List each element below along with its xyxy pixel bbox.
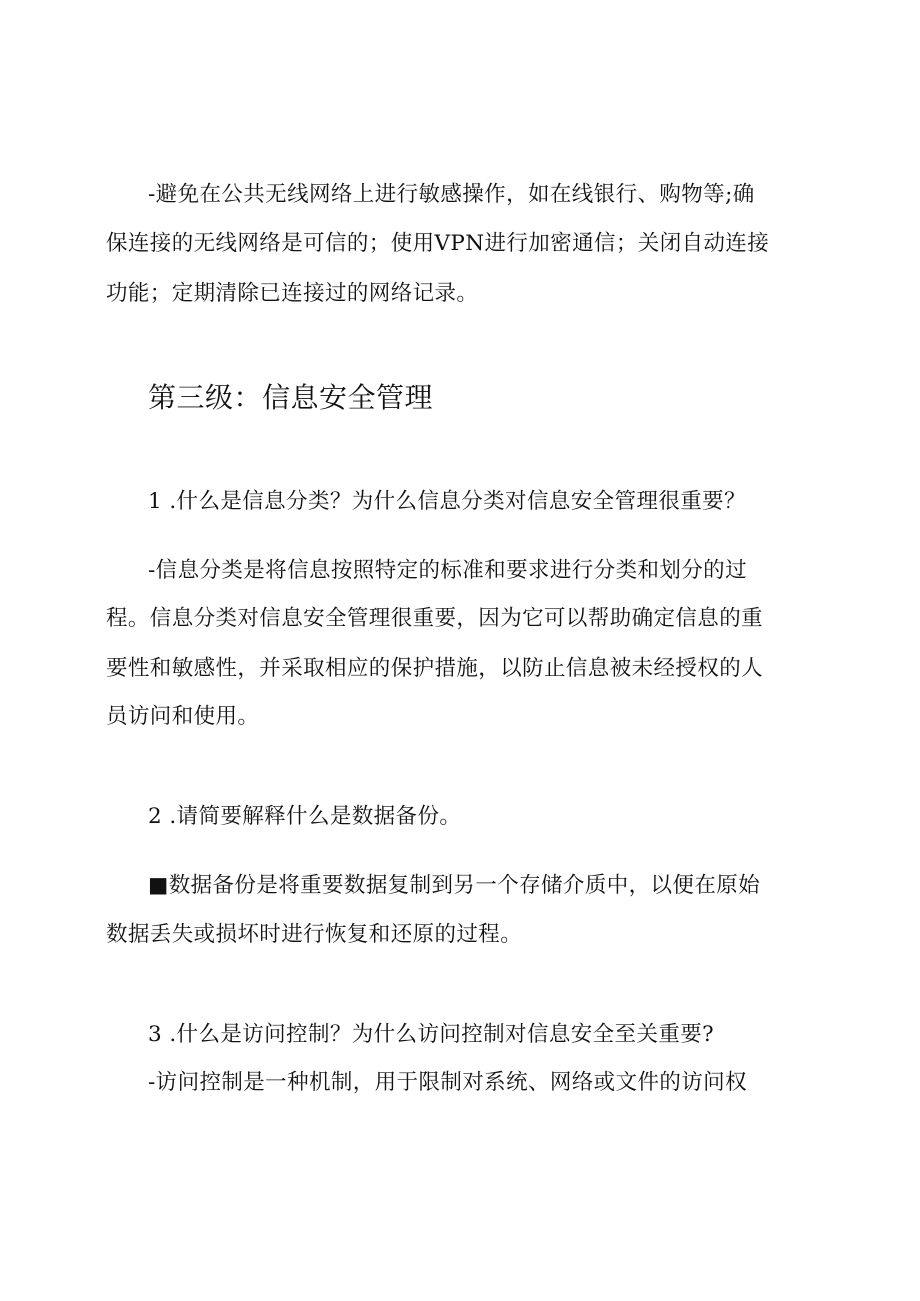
q3-answer-line-1: -访问控制是一种机制，用于限制对系统、网络或文件的访问权 [148,1070,747,1095]
q2-answer-line-2: 数据丢失或损坏时进行恢复和还原的过程。 [106,922,523,947]
q1-answer-line-2: 程。信息分类对信息安全管理很重要，因为它可以帮助确定信息的重 [106,606,764,631]
q2-question: 2 .请简要解释什么是数据备份。 [148,804,462,829]
q1-question: 1 .什么是信息分类？为什么信息分类对信息安全管理很重要？ [148,489,746,514]
section-heading: 第三级：信息安全管理 [148,381,434,414]
q1-answer-line-1: -信息分类是将信息按照特定的标准和要求进行分类和划分的过 [148,558,747,583]
q2-answer-line-1: ■数据备份是将重要数据复制到另一个存储介质中，以便在原始 [148,873,761,898]
q1-answer-line-3: 要性和敏感性，并采取相应的保护措施，以防止信息被未经授权的人 [106,656,764,681]
wifi-paragraph-line-3: 功能；定期清除已连接过的网络记录。 [106,281,479,306]
wifi-paragraph-line-1: -避免在公共无线网络上进行敏感操作，如在线银行、购物等;确 [148,182,755,207]
wifi-paragraph-line-2: 保连接的无线网络是可信的；使用VPN进行加密通信；关闭自动连接 [106,231,770,256]
q3-question: 3 .什么是访问控制？为什么访问控制对信息安全至关重要? [148,1022,715,1047]
q1-answer-line-4: 员访问和使用。 [106,704,260,729]
